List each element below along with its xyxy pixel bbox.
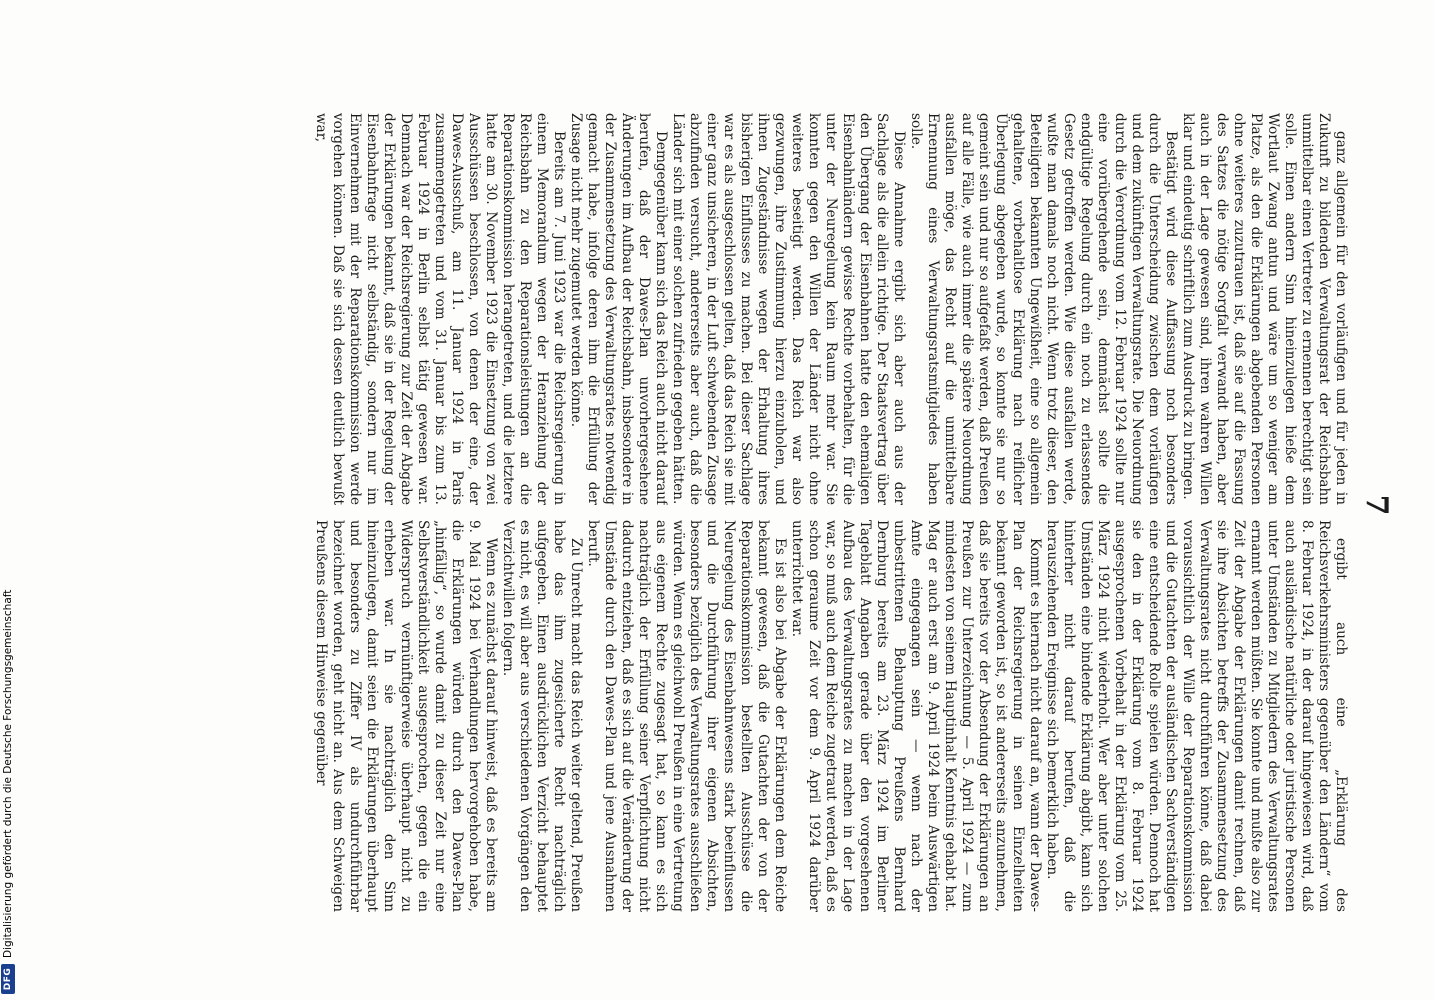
paragraph: Bereits am 7. Juni 1923 war die Reichsregierung in einem Memorandum wegen der Heranziehung der Reichsbahn zu den Reparationsleistungen an die Reparationskommission herangetreten, und die letztere hatte am 30. November 1923 die Einsetzung von zwei Ausschüssen beschlossen, von denen der eine, der Dawes-Ausschuß, am 11. Januar 1924 in Paris zusammengetreten und vom 31. Januar bis zum 13. Februar 1924 in Berlin selbst tätig gewesen war. Demnach war der Reichsregierung zur Zeit der Abgabe der Erklärungen bekannt, daß sie in der Regelung der Eisenbahnfrage nicht selbständig, sondern nur im Einvernehmen mit der Reparationskommission werde vorgehen können. Daß sie sich dessen deutlich bewußt war, <box>313 113 567 505</box>
paragraph: Wenn es zunächst darauf hinweist, daß es bereits am 9. Mai 1924 bei Verhandlungen hervorgehoben habe, die Erklärungen würden durch den Dawes-Plan „hinfällig“, so wurde damit zu dieser Zeit nur eine Selbstverständlichkeit ausgesprochen, gegen die ein Widerspruch vernünftigerweise überhaupt nicht zu erheben war. In sie nachträglich den Sinn hineinzulegen, damit seien die Erklärungen überhaupt und besonders zu Ziffer IV als undurchführbar bezeichnet worden, geht nicht an. Aus dem Schweigen Preußens diesem Hinweise gegenüber <box>313 520 499 912</box>
paragraph: Demgegenüber kann sich das Reich auch nicht darauf berufen, daß der Dawes-Plan unvorhergesehene Änderungen im Aufbau der Reichsbahn, insbesondere in der Zusammensetzung des Verwaltungsrates notwendig gemacht habe, infolge deren ihm die Erfüllung der Zusage nicht mehr zugemutet werden könne. <box>568 113 669 505</box>
funding-notice: Digitalisierung gefördert durch die Deutsche Forschungsgemeinschaft <box>2 589 14 958</box>
paragraph: Es ist also bei Abgabe der Erklärungen dem Reiche bekannt gewesen, daß die Gutachten der von der Reparationskommission bestellten Ausschüsse die Neuregelung des Eisenbahnwesens stark beeinflussen und die Durchführung ihrer eigenen Absichten, besonders bezüglich des Verwaltungsrates ausschließen würden. Wenn es gleichwohl Preußen in eine Vertretung aus eigenem Rechte zugesagt hat, so kann es sich nachträglich der Erfüllung seiner Verpflichtung nicht dadurch entziehen, daß es sich auf die Veränderung der Umstände durch den Dawes-Plan und jene Ausnahmen beruft. <box>585 520 788 912</box>
paragraph: ganz allgemein für den vorläufigen und für jeden in Zukunft zu bildenden Verwaltungsrat der Reichsbahn unmittelbar einen Vertreter zu ernennen berechtigt sein solle. Einen andern Sinn hineinzulegen hieße dem Wortlaut Zwang antun und wäre um so weniger am Platze, als den die Erklärungen abgebenden Personen ohne weiteres zuzutrauen ist, daß sie auf die Fassung des Satzes die nötige Sorgfalt verwandt haben, aber auch in der Lage gewesen sind, ihren wahren Willen klar und eindeutig schriftlich zum Ausdruck zu bringen. <box>1180 113 1349 505</box>
paragraph: Kommt es hiernach nicht darauf an, wann der Dawes-Plan der Reichsregierung in seinen Einzelheiten bekannt geworden ist, so ist andererseits anzunehmen, daß sie bereits vor der Absendung der Erklärungen an Preußen zur Unterzeichnung — 5. April 1924 — zum mindesten von seinem Hauptinhalt Kenntnis gehabt hat. Mag er auch erst am 9. April 1924 beim Auswärtigen Amte eingegangen sein — wenn nach der unbestrittenen Behauptung Preußens Bernhard Dernburg bereits am 23. März 1924 im Berliner Tageblatt Angaben gerade über den vorgesehenen Aufbau des Verwaltungsrates zu machen in der Lage war, so muß auch dem Reiche zugetraut werden, daß es schon geraume Zeit vor dem 9. April 1924 darüber unterrichtet war. <box>789 520 1043 912</box>
paragraph: Diese Annahme ergibt sich aber auch aus der Sachlage als die allein richtige. Der Staatsvertrag über den Übergang der Eisenbahnen hatte den ehemaligen Eisenbahnländern gewisse Rechte vorbehalten, für die unter der Neuregelung kein Raum mehr war. Sie konnten gegen den Willen der Länder nicht ohne weiteres beseitigt werden. Das Reich war also gezwungen, ihre Zustimmung hierzu einzuholen, und ihnen Zugeständnisse wegen der Erhaltung ihres bisherigen Einflusses zu machen. Bei dieser Sachlage war es als ausgeschlossen gelten, daß das Reich sie mit einer ganz unsicheren, in der Luft schwebenden Zusage abzufinden versucht, andererseits aber auch, daß die Länder sich mit einer solchen zufrieden gegeben hätten. <box>670 113 907 505</box>
dfg-logo: DFG <box>1 964 15 994</box>
paragraph: Zu Unrecht macht das Reich weiter geltend, Preußen habe das ihm zugesicherte Recht nachträglich aufgegeben. Einen ausdrücklichen Verzicht behauptet es nicht, es will aber aus verschiedenen Vorgängen den Verzichtwillen folgern. <box>500 520 584 912</box>
left-text-column <box>29 113 1349 505</box>
right-text-column <box>29 520 1349 912</box>
funding-footer <box>0 0 16 1000</box>
page-number: 7 <box>1359 494 1394 516</box>
paragraph: Bestätigt wird diese Auffassung noch besonders durch die Unterscheidung zwischen dem vorläufigen und dem zukünftigen Verwaltungsrate. Die Neuordnung durch die Verordnung vom 12. Februar 1924 sollte nur eine vorübergehende sein, demnächst sollte die endgültige Regelung durch ein noch zu erlassendes Gesetz getroffen werden. Wie diese ausfallen werde, wußte man damals noch nicht. Wenn trotz dieser, den Beteiligten bekannten Ungewißheit, eine so allgemein gehaltene, vorbehaltlose Erklärung nach reiflicher Überlegung abgegeben wurde, so konnte sie nur so gemeint sein und nur so aufgefaßt werden, daß Preußen auf alle Fälle, wie auch immer die spätere Neuordnung ausfallen möge, das Recht auf die unmittelbare Ernennung eines Verwaltungsratsmitgliedes haben solle. <box>908 113 1179 505</box>
paragraph: ergibt auch eine „Erklärung des Reichsverkehrsministers gegenüber den Ländern“ vom 8. Februar 1924, in der darauf hingewiesen wird, daß auch ausländische natürliche oder juristische Personen unter Umständen zu Mitgliedern des Verwaltungsrates ernannt werden müßten. Sie konnte und mußte also zur Zeit der Abgabe der Erklärungen damit rechnen, daß sie ihre Absichten betreffs der Zusammensetzung des Verwaltungsrates nicht durchführen könne, daß dabei voraussichtlich der Wille der Reparationskommission und die Gutachten der ausländischen Sachverständigen eine entscheidende Rolle spielen würden. Dennoch hat sie den in der Erklärung vom 8. Februar 1924 ausgesprochenen Vorbehalt in der Erklärung vom 25. März 1924 nicht wiederholt. Wer aber unter solchen Umständen eine bindende Erklärung abgibt, kann sich hinterher nicht darauf berufen, daß die herausziehenden Ereignisse sich bemerklich haben. <box>1044 520 1349 912</box>
